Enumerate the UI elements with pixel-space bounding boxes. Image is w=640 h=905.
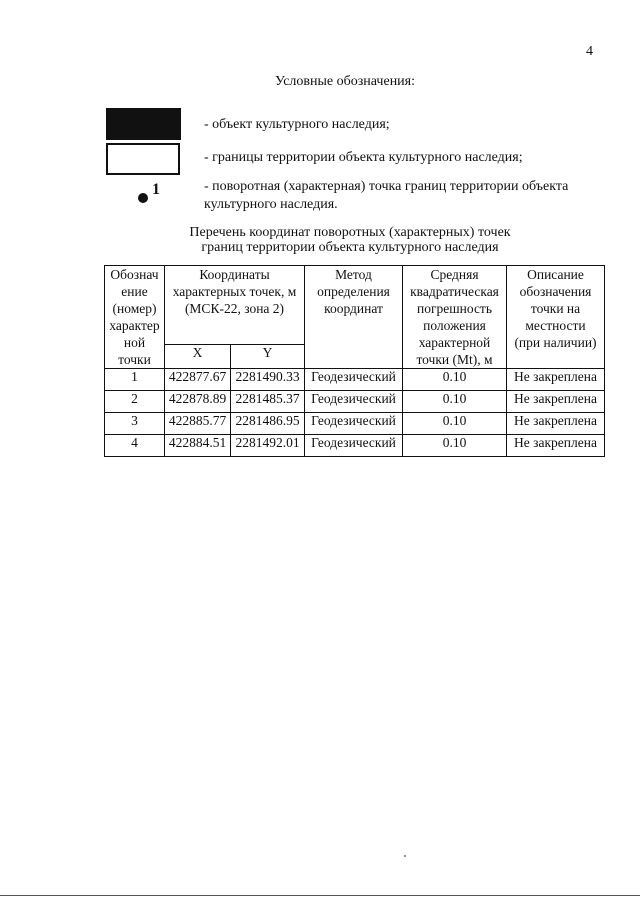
cell-description: Не закреплена — [507, 391, 605, 413]
cell-y: 2281485.37 — [231, 391, 305, 413]
header-point-number: Обознач ение (номер) характер ной точки — [105, 266, 165, 369]
header-mean-error: Средняя квадратическая погрешность положения характерной точки (Mt), м — [403, 266, 507, 369]
cell-x: 422878.89 — [165, 391, 231, 413]
cell-mt: 0.10 — [403, 369, 507, 391]
page-number: 4 — [586, 44, 593, 59]
header-method: Метод определения координат — [305, 266, 403, 369]
cell-y: 2281486.95 — [231, 413, 305, 435]
legend-item-territory-boundary: - границы территории объекта культурного наследия; — [204, 150, 523, 165]
cell-x: 422885.77 — [165, 413, 231, 435]
cell-mt: 0.10 — [403, 435, 507, 457]
table-row — [105, 435, 605, 457]
cell-mt: 0.10 — [403, 391, 507, 413]
cell-point: 1 — [105, 369, 165, 391]
header-description: Описание обозначения точки на местности (при наличии) — [507, 266, 605, 369]
table-row — [105, 369, 605, 391]
cell-x: 422877.67 — [165, 369, 231, 391]
cell-description: Не закреплена — [507, 369, 605, 391]
cell-y: 2281492.01 — [231, 435, 305, 457]
cell-point: 4 — [105, 435, 165, 457]
cell-point: 3 — [105, 413, 165, 435]
cell-method: Геодезический — [305, 413, 403, 435]
page-bottom-rule — [0, 895, 640, 896]
table-caption — [140, 225, 560, 255]
coordinates-table — [104, 265, 605, 457]
header-y: Y — [231, 344, 305, 368]
header-coordinates: Координаты характерных точек, м (МСК-22, зона 2) — [165, 266, 305, 345]
cell-point: 2 — [105, 391, 165, 413]
cell-description: Не закреплена — [507, 413, 605, 435]
caption-line-2: границ территории объекта культурного наследия — [201, 240, 499, 255]
legend-item-turning-point — [204, 178, 568, 214]
scan-speck — [404, 855, 406, 857]
header-x: X — [165, 344, 231, 368]
legend-title: Условные обозначения: — [274, 74, 416, 89]
turning-point-dot-icon — [138, 193, 148, 203]
heritage-object-swatch — [106, 108, 181, 140]
table-row — [105, 413, 605, 435]
cell-y: 2281490.33 — [231, 369, 305, 391]
legend-item-turning-point-line2: культурного наследия. — [204, 197, 338, 212]
legend-item-turning-point-line1: - поворотная (характерная) точка границ территории объекта — [204, 179, 569, 194]
cell-method: Геодезический — [305, 369, 403, 391]
cell-method: Геодезический — [305, 391, 403, 413]
caption-line-1: Перечень координат поворотных (характерных) точек — [189, 225, 511, 240]
turning-point-label: 1 — [152, 181, 160, 198]
cell-mt: 0.10 — [403, 413, 507, 435]
table-row — [105, 391, 605, 413]
cell-method: Геодезический — [305, 435, 403, 457]
territory-boundary-swatch — [106, 143, 180, 175]
legend-item-heritage-object: - объект культурного наследия; — [204, 117, 390, 132]
cell-description: Не закреплена — [507, 435, 605, 457]
cell-x: 422884.51 — [165, 435, 231, 457]
